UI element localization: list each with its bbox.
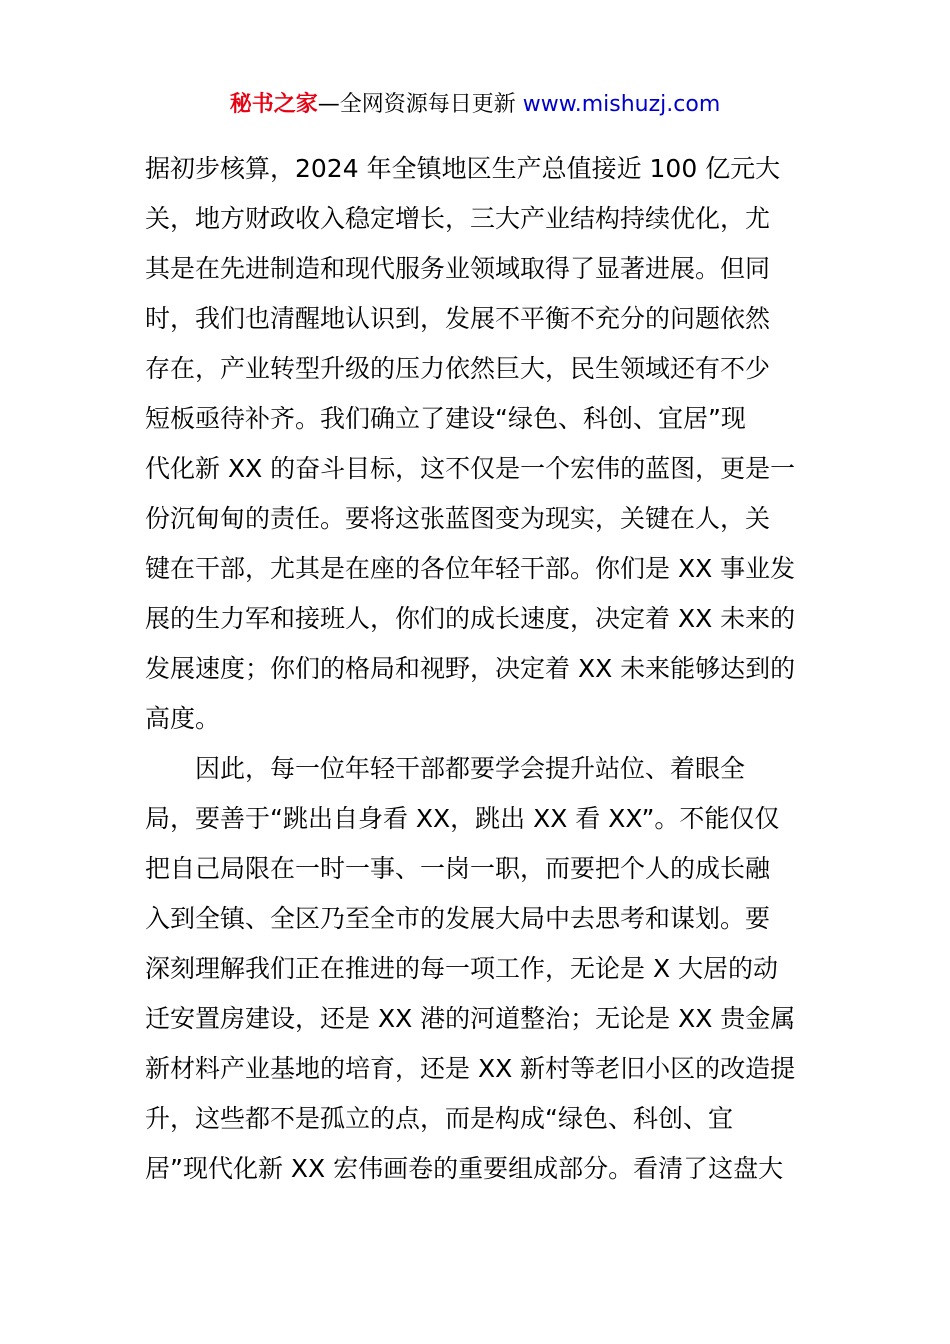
text-line: 因此，每一位年轻干部都要学会提升站位、着眼全 — [195, 754, 746, 783]
paragraph-1 — [145, 144, 809, 744]
text-line: 新材料产业基地的培育，还是 XX 新村等老旧小区的改造提 — [145, 1054, 796, 1083]
text-line: 迁安置房建设，还是 XX 港的河道整治；无论是 XX 贵金属 — [145, 1004, 796, 1033]
text-line: 据初步核算，2024 年全镇地区生产总值接近 100 亿元大 — [145, 154, 781, 183]
site-header — [0, 88, 950, 122]
text-line: 键在干部，尤其是在座的各位年轻干部。你们是 XX 事业发 — [145, 554, 796, 583]
text-line: 入到全镇、全区乃至全市的发展大局中去思考和谋划。要 — [145, 904, 771, 933]
brand-name: 秘书之家 — [229, 92, 318, 117]
text-line: 升，这些都不是孤立的点，而是构成“绿色、科创、宜 — [145, 1104, 733, 1133]
paragraph-2 — [145, 744, 809, 1194]
site-url-link[interactable]: www.mishuzj.com — [522, 92, 721, 117]
text-line: 关，地方财政收入稳定增长，三大产业结构持续优化，尤 — [145, 204, 771, 233]
text-line: 短板亟待补齐。我们确立了建设“绿色、科创、宜居”现 — [145, 404, 746, 433]
text-line: 把自己局限在一时一事、一岗一职，而要把个人的成长融 — [145, 854, 771, 883]
header-tagline: —全网资源每日更新 — [317, 92, 523, 117]
text-line: 深刻理解我们正在推进的每一项工作，无论是 X 大居的动 — [145, 954, 779, 983]
text-line: 代化新 XX 的奋斗目标，这不仅是一个宏伟的蓝图，更是一 — [145, 454, 796, 483]
text-line: 时，我们也清醒地认识到，发展不平衡不充分的问题依然 — [145, 304, 771, 333]
text-line: 份沉甸甸的责任。要将这张蓝图变为现实，关键在人，关 — [145, 504, 771, 533]
text-line: 居”现代化新 XX 宏伟画卷的重要组成部分。看清了这盘大 — [145, 1154, 784, 1183]
text-line: 展的生力军和接班人，你们的成长速度，决定着 XX 未来的 — [145, 604, 796, 633]
document-body — [145, 144, 809, 1194]
text-line: 发展速度；你们的格局和视野，决定着 XX 未来能够达到的 — [145, 654, 796, 683]
text-line: 高度。 — [145, 704, 221, 733]
text-line: 局，要善于“跳出自身看 XX，跳出 XX 看 XX”。不能仅仅 — [145, 804, 780, 833]
text-line: 其是在先进制造和现代服务业领域取得了显著进展。但同 — [145, 254, 771, 283]
text-line: 存在，产业转型升级的压力依然巨大，民生领域还有不少 — [145, 354, 771, 383]
